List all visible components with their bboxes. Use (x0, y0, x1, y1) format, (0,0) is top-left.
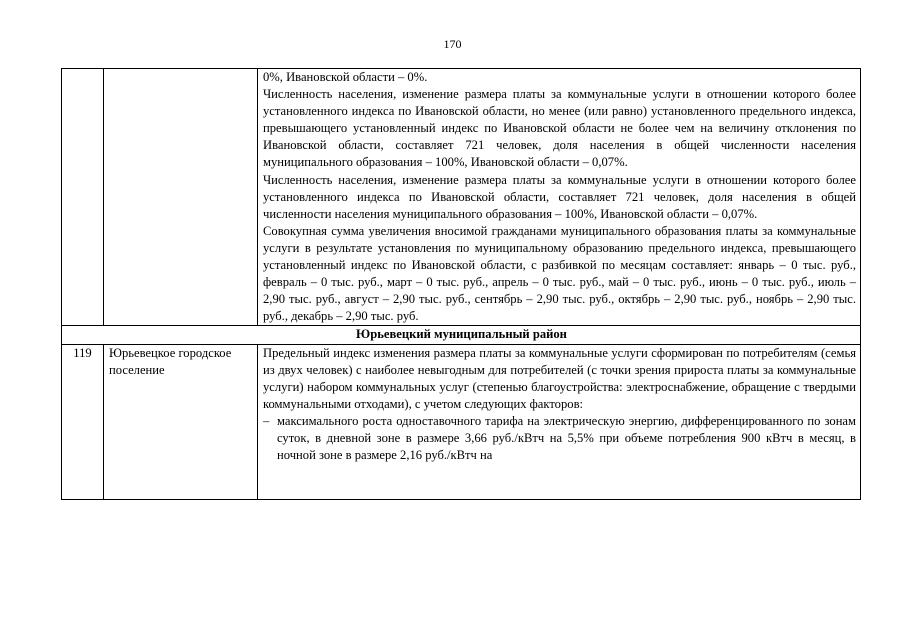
paragraph: Численность населения, изменение размера платы за коммунальные услуги в отношении которого более установленного индекса по Ивановской области, составляет 721 человек, доля населения в общей численности населения муниципального образования – 100%, Ивановской области – 0,07%. (263, 172, 856, 221)
name-cell-empty (104, 69, 258, 326)
description-cell (258, 69, 861, 326)
number-cell-empty (62, 69, 104, 326)
intro-paragraph: Предельный индекс изменения размера платы за коммунальные услуги сформирован по потребителям (семья из двух человек) с наиболее невыгодным для потребителей (с точки зрения прироста платы за коммунальные услуги) набором коммунальных услуг (степенью благоустройства: электроснабжение, обращение с твердыми коммунальными отходами), с учетом следующих факторов: (263, 345, 856, 411)
table-row (62, 344, 861, 499)
municipal-index-table (61, 68, 861, 500)
section-header-row (62, 326, 861, 344)
description-cell (258, 344, 861, 499)
continuation-row (62, 69, 861, 326)
list-dash: – (263, 413, 270, 428)
paragraph: 0%, Ивановской области – 0%. (263, 70, 428, 84)
paragraph: Совокупная сумма увеличения вносимой гражданами муниципального образования платы за коммунальные услуги в результате установления по муниципальному образованию предельного индекса, превышающего установленный индекс по Ивановской области, с разбивкой по месяцам составляет: январь – 0 тыс. руб., февраль – 0 тыс. руб., март – 0 тыс. руб., апрель – 0 тыс. руб., май – 0 тыс. руб., июнь – 0 тыс. руб., июль – 2,90 тыс. руб., август – 2,90 тыс. руб., сентябрь – 2,90 тыс. руб., октябрь – 2,90 тыс. руб., ноябрь – 2,90 тыс. руб., декабрь – 2,90 тыс. руб. (263, 223, 856, 324)
paragraph: Численность населения, изменение размера платы за коммунальные услуги в отношении которого более установленного индекса по Ивановской области, но менее (или равно) установленного предельного индекса, превышающего установленный индекс по Ивановской области не более чем на величину отклонения по Ивановской области, составляет 721 человек, доля населения в общей численности населения муниципального образования – 100%, Ивановской области – 0,07%. (263, 87, 856, 170)
page-number: 170 (443, 37, 462, 51)
section-title: Юрьевецкий муниципальный район (62, 326, 861, 344)
row-number: 119 (62, 344, 104, 499)
municipality-name: Юрьевецкое городское поселение (104, 344, 258, 499)
factor-list-item (263, 413, 856, 464)
factor-text: максимального роста одноставочного тарифа на электрическую энергию, дифференцированного по зонам суток, в дневной зоне в размере 3,66 руб./кВтч на 5,5% при объеме потребления 900 кВтч в месяц, в ночной зоне в размере 2,16 руб./кВтч на (277, 413, 856, 463)
